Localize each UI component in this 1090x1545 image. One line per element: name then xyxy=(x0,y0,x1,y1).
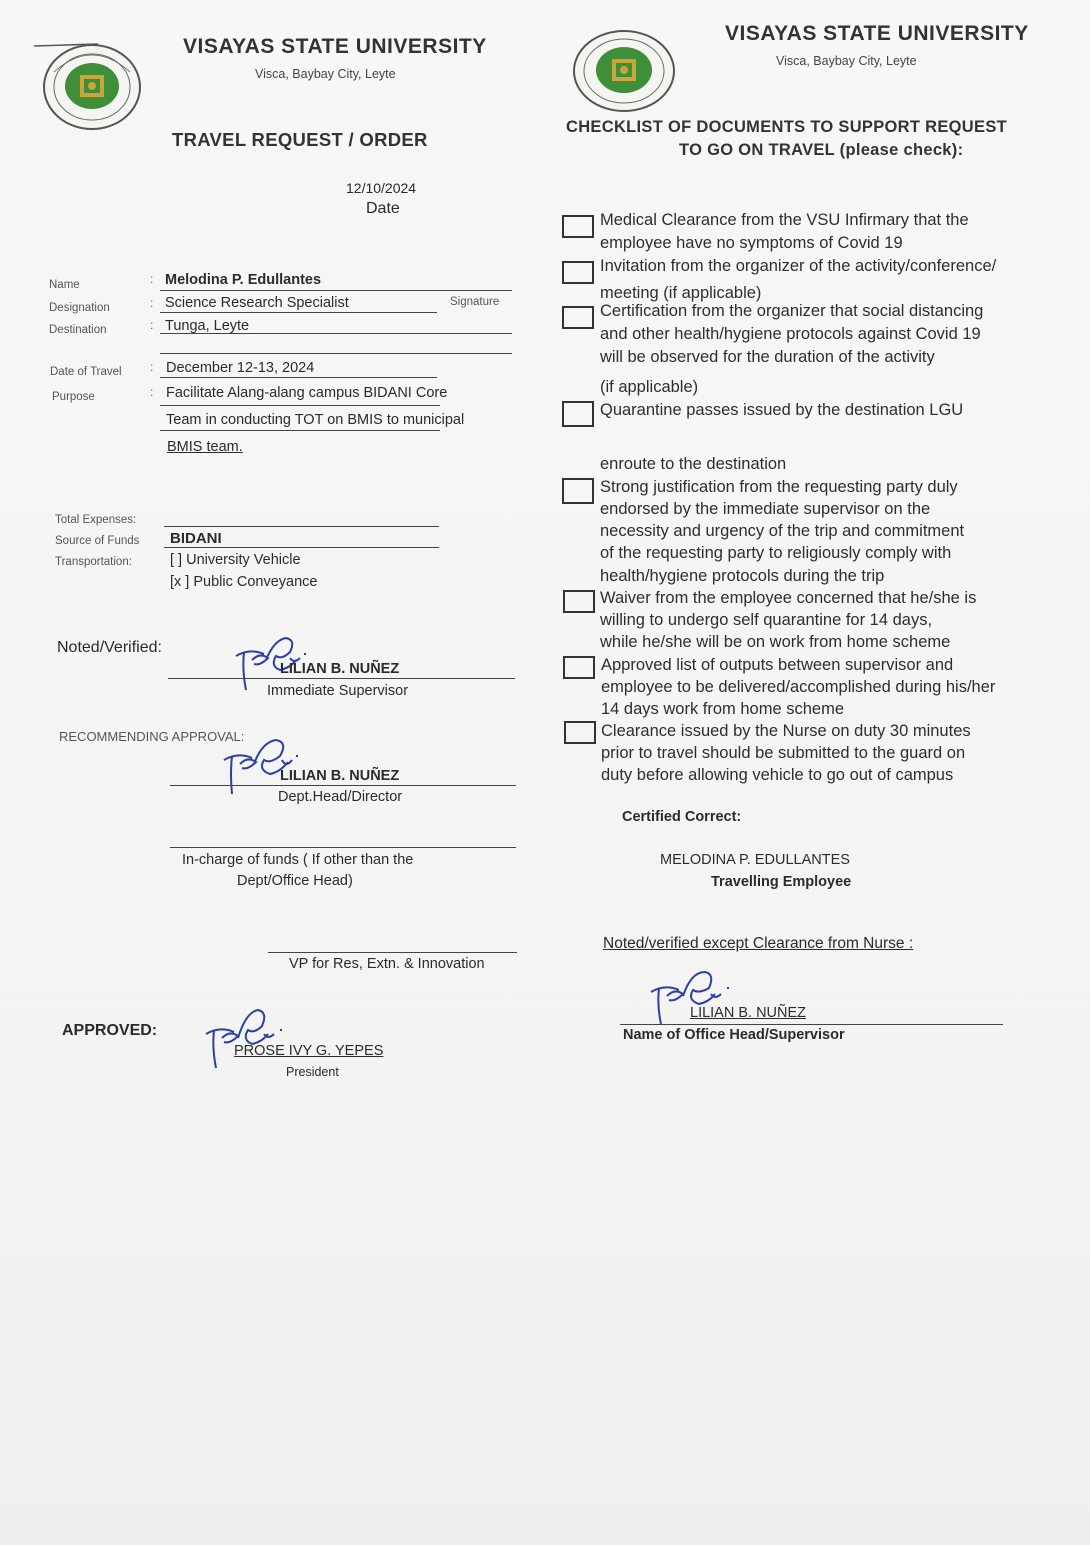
checklist-item-text: Waiver from the employee concerned that he/she is xyxy=(600,589,977,607)
total-expenses-rule xyxy=(164,526,439,527)
transportation-label: Transportation: xyxy=(55,556,132,568)
travelling-employee-name: MELODINA P. EDULLANTES xyxy=(660,852,850,868)
date-of-travel-value: December 12-13, 2024 xyxy=(166,360,315,376)
pen-stroke-mark xyxy=(32,36,102,56)
checklist-item-text: 14 days work from home scheme xyxy=(601,700,845,718)
total-expenses-label: Total Expenses: xyxy=(55,514,137,526)
name-label: Name xyxy=(49,279,80,291)
purpose-rule-1 xyxy=(160,405,440,406)
vp-title: VP for Res, Extn. & Innovation xyxy=(289,956,485,972)
funds-incharge-line-1: In-charge of funds ( If other than the xyxy=(182,852,414,868)
source-funds-label: Source of Funds xyxy=(55,535,140,547)
recommending-approval-label: RECOMMENDING APPROVAL: xyxy=(59,729,245,744)
university-name-left: VISAYAS STATE UNIVERSITY xyxy=(183,35,487,58)
transport-option-university-vehicle: [ ] University Vehicle xyxy=(170,552,301,568)
checklist-item-text: meeting (if applicable) xyxy=(600,284,762,302)
university-address-left: Visca, Baybay City, Leyte xyxy=(255,67,396,81)
checklist-checkbox[interactable] xyxy=(563,590,595,613)
travel-request-title: TRAVEL REQUEST / ORDER xyxy=(172,129,428,150)
destination-rule xyxy=(160,333,512,334)
checklist-item-text: Approved list of outputs between supervisor and xyxy=(601,656,954,674)
office-head-name: LILIAN B. NUÑEZ xyxy=(690,1005,807,1021)
noted-except-clearance: Noted/verified except Clearance from Nurse : xyxy=(603,935,914,952)
source-funds-value: BIDANI xyxy=(170,530,222,547)
date-of-travel-label: Date of Travel xyxy=(50,366,122,378)
checklist-item-text: duty before allowing vehicle to go out of campus xyxy=(601,766,954,784)
name-rule xyxy=(160,290,512,291)
certified-correct-label: Certified Correct: xyxy=(622,809,742,825)
colon-mark: : xyxy=(150,360,154,374)
checklist-item-text: Clearance issued by the Nurse on duty 30 minutes xyxy=(601,722,971,740)
checklist-checkbox[interactable] xyxy=(562,306,594,329)
checklist-title-line-1: CHECKLIST OF DOCUMENTS TO SUPPORT REQUEST xyxy=(566,118,1008,136)
funds-incharge-line-2: Dept/Office Head) xyxy=(237,873,353,889)
travelling-employee-title: Travelling Employee xyxy=(711,874,852,890)
university-name-right: VISAYAS STATE UNIVERSITY xyxy=(725,22,1029,45)
supervisor-name: LILIAN B. NUÑEZ xyxy=(280,661,400,677)
checklist-item-text: employee have no symptoms of Covid 19 xyxy=(600,234,903,252)
signature-label: Signature xyxy=(450,296,500,308)
checklist-item-text: willing to undergo self quarantine for 14 days, xyxy=(600,611,933,629)
checklist-checkbox[interactable] xyxy=(564,721,596,744)
checklist-item-text: employee to be delivered/accomplished during his/her xyxy=(601,678,996,696)
checklist-item-text: will be observed for the duration of the activity xyxy=(600,348,935,366)
university-seal-right xyxy=(570,28,678,114)
checklist-item-text: Certification from the organizer that social distancing xyxy=(600,302,984,320)
checklist-item-text: endorsed by the immediate supervisor on the xyxy=(600,500,931,518)
president-name: PROSE IVY G. YEPES xyxy=(234,1043,384,1059)
blank-rule xyxy=(160,353,512,354)
request-date-label: Date xyxy=(366,200,400,217)
designation-rule xyxy=(160,312,437,313)
checklist-item-text: health/hygiene protocols during the trip xyxy=(600,567,885,585)
checklist-checkbox[interactable] xyxy=(562,261,594,284)
approved-label: APPROVED: xyxy=(62,1022,158,1039)
vp-rule xyxy=(268,952,517,953)
designation-value: Science Research Specialist xyxy=(165,295,349,311)
colon-mark: : xyxy=(150,318,154,332)
checklist-item-text: enroute to the destination xyxy=(600,455,787,473)
supervisor-rule xyxy=(168,678,515,679)
office-head-title: Name of Office Head/Supervisor xyxy=(623,1027,845,1043)
destination-value: Tunga, Leyte xyxy=(165,318,250,334)
dept-head-title: Dept.Head/Director xyxy=(278,789,403,805)
checklist-title-line-2: TO GO ON TRAVEL (please check): xyxy=(679,141,964,159)
checklist-item-text: necessity and urgency of the trip and commitment xyxy=(600,522,965,540)
dept-head-rule xyxy=(170,785,516,786)
office-head-rule xyxy=(620,1024,1003,1025)
dept-head-name: LILIAN B. NUÑEZ xyxy=(280,768,400,784)
name-value: Melodina P. Edullantes xyxy=(165,272,322,288)
checklist-checkbox[interactable] xyxy=(562,478,594,504)
colon-mark: : xyxy=(150,385,154,399)
checklist-item-text: of the requesting party to religiously comply with xyxy=(600,544,952,562)
president-signature xyxy=(200,1004,296,1070)
checklist-item-text: prior to travel should be submitted to the guard on xyxy=(601,744,966,762)
checklist-checkbox[interactable] xyxy=(563,656,595,679)
purpose-rule-2 xyxy=(160,430,440,431)
colon-mark: : xyxy=(150,272,154,286)
checklist-item-text: Quarantine passes issued by the destination LGU xyxy=(600,401,964,419)
destination-label: Destination xyxy=(49,324,107,336)
source-funds-rule xyxy=(164,547,439,548)
checklist-checkbox[interactable] xyxy=(562,215,594,238)
date-of-travel-rule xyxy=(160,377,437,378)
checklist-item-text: while he/she will be on work from home scheme xyxy=(600,633,951,651)
noted-verified-label: Noted/Verified: xyxy=(57,639,162,656)
checklist-item-text: Medical Clearance from the VSU Infirmary that the xyxy=(600,211,969,229)
designation-label: Designation xyxy=(49,302,110,314)
purpose-line-2: Team in conducting TOT on BMIS to municipal xyxy=(166,412,465,428)
purpose-line-1: Facilitate Alang-alang campus BIDANI Core xyxy=(166,385,448,401)
purpose-label: Purpose xyxy=(52,391,95,403)
checklist-item-text: and other health/hygiene protocols against Covid 19 xyxy=(600,325,981,343)
transport-option-public-conveyance: [x ] Public Conveyance xyxy=(170,574,318,590)
colon-mark: : xyxy=(150,296,154,310)
university-address-right: Visca, Baybay City, Leyte xyxy=(776,54,917,68)
purpose-line-3: BMIS team. xyxy=(167,439,243,455)
request-date-value: 12/10/2024 xyxy=(346,180,417,196)
president-title: President xyxy=(286,1065,339,1079)
checklist-checkbox[interactable] xyxy=(562,401,594,427)
supervisor-title: Immediate Supervisor xyxy=(267,683,409,699)
checklist-item-text: Strong justification from the requesting party duly xyxy=(600,478,958,496)
funds-rule xyxy=(170,847,516,848)
checklist-item-text: (if applicable) xyxy=(600,378,699,396)
checklist-item-text: Invitation from the organizer of the activity/conference/ xyxy=(600,257,997,275)
dept-head-signature xyxy=(218,730,318,796)
